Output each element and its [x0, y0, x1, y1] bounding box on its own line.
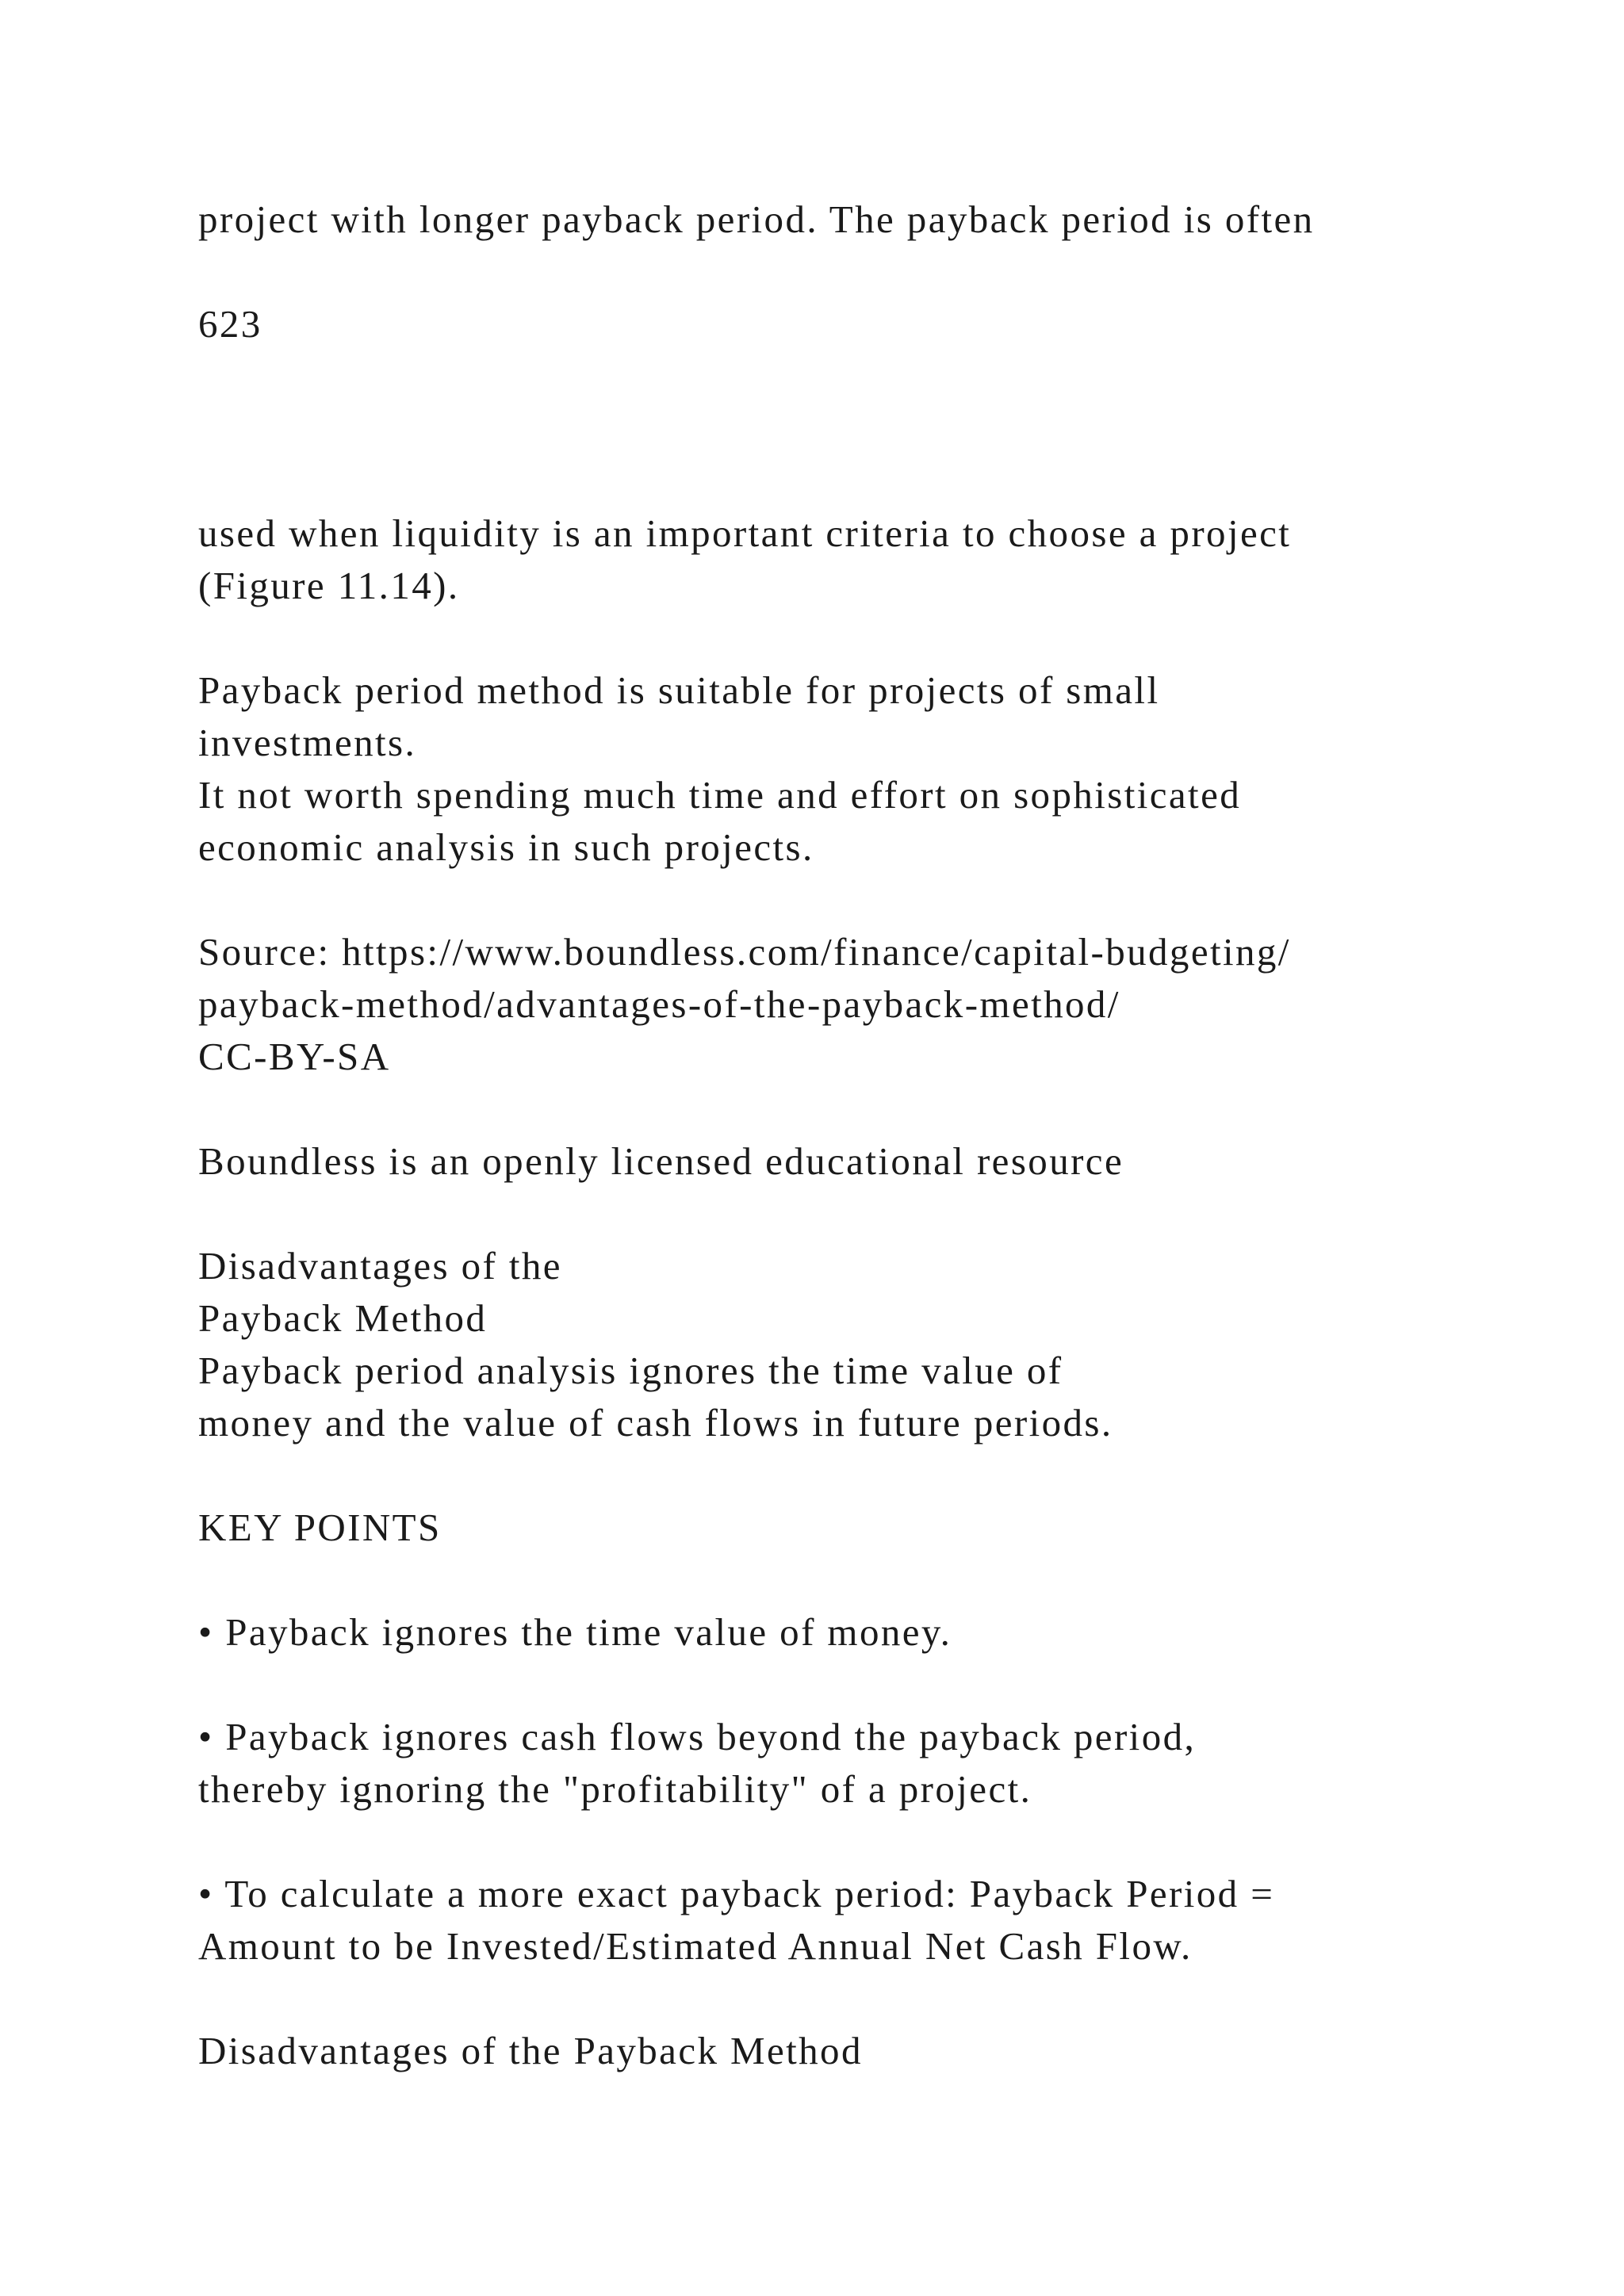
- license-line: CC-BY-SA: [198, 1035, 391, 1078]
- text-line: Payback period analysis ignores the time value of: [198, 1349, 1063, 1392]
- bullet-point: • To calculate a more exact payback period: Payback Period =: [198, 1872, 1275, 1915]
- text-line: It not worth spending much time and effort on sophisticated: [198, 773, 1242, 817]
- source-line: Source: https://www.boundless.com/finance/capital-budgeting/: [198, 930, 1291, 974]
- text-line: (Figure 11.14).: [198, 564, 460, 607]
- bullet-point: • Payback ignores the time value of money.: [198, 1610, 952, 1654]
- page-number: 623: [198, 302, 262, 346]
- text-line: Boundless is an openly licensed educational resource: [198, 1139, 1124, 1183]
- section-heading: Payback Method: [198, 1296, 488, 1340]
- bullet-point: • Payback ignores cash flows beyond the payback period,: [198, 1715, 1197, 1758]
- key-points-heading: KEY POINTS: [198, 1506, 442, 1549]
- text-line: Amount to be Invested/Estimated Annual Net Cash Flow.: [198, 1924, 1193, 1968]
- section-heading: Disadvantages of the Payback Method: [198, 2029, 863, 2072]
- text-line: thereby ignoring the "profitability" of a project.: [198, 1767, 1032, 1811]
- text-line: investments.: [198, 721, 417, 764]
- section-heading: Disadvantages of the: [198, 1244, 562, 1288]
- text-line: used when liquidity is an important criteria to choose a project: [198, 511, 1292, 555]
- source-line: payback-method/advantages-of-the-payback-method/: [198, 982, 1120, 1026]
- text-line: money and the value of cash flows in future periods.: [198, 1401, 1113, 1445]
- text-line: project with longer payback period. The payback period is often: [198, 197, 1315, 241]
- text-line: Payback period method is suitable for projects of small: [198, 668, 1160, 712]
- text-line: economic analysis in such projects.: [198, 825, 814, 869]
